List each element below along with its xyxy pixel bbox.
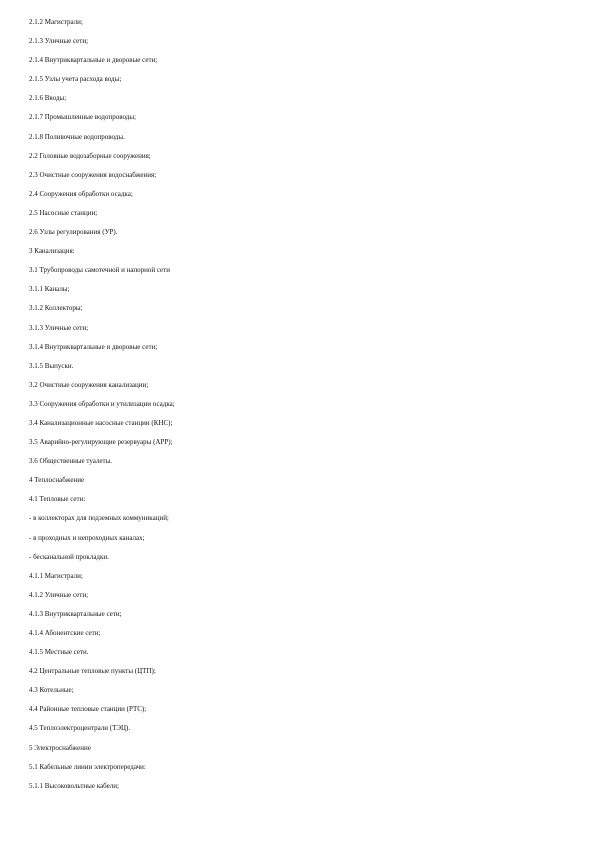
- document-line: 5 Электроснабжение: [29, 743, 91, 752]
- document-line: 4 Теплоснабжение: [29, 476, 85, 485]
- document-line: 3.1.2 Коллекторы;: [29, 304, 83, 313]
- document-line: 2.1.4 Внутриквартальные и дворовые сети;: [29, 56, 158, 65]
- document-line: 4.1 Тепловые сети:: [29, 495, 86, 504]
- document-line: 4.3 Котельные;: [29, 686, 74, 695]
- document-line: 3.3 Сооружения обработки и утилизации осадка;: [29, 399, 175, 408]
- document-line: 3.4 Канализационные насосные станции (КНС);: [29, 418, 173, 427]
- document-line: 3.1.5 Выпуски.: [29, 361, 74, 370]
- document-line: 2.1.8 Поливочные водопроводы.: [29, 132, 125, 141]
- document-line: 3.6 Общественные туалеты.: [29, 457, 113, 466]
- document-line: 2.1.2 Магистрали;: [29, 18, 83, 26]
- document-line: 3.1 Трубопроводы самотечной и напорной сети: [29, 266, 170, 275]
- document-line: 4.1.5 Местные сети.: [29, 648, 89, 657]
- document-line: 2.1.6 Вводы;: [29, 94, 67, 103]
- document-line: 3.1.3 Уличные сети;: [29, 323, 89, 332]
- document-line: 4.2 Центральные тепловые пункты (ЦТП);: [29, 667, 156, 676]
- document-line: - бесканальной прокладки.: [29, 552, 109, 561]
- document-line: 4.4 Районные тепловые станции (РТС);: [29, 705, 147, 714]
- document-line: 3.2 Очистные сооружения канализации;: [29, 380, 149, 389]
- document-line: 5.1 Кабельные линии электропередачи:: [29, 762, 146, 771]
- document-line: 2.2 Головные водозаборные сооружения;: [29, 151, 151, 160]
- document-line: 2.5 Насосные станции;: [29, 208, 98, 217]
- document-line: 3.1.4 Внутриквартальные и дворовые сети;: [29, 342, 158, 351]
- document-line: 4.1.1 Магистрали;: [29, 571, 83, 580]
- document-line: 2.1.7 Промышленные водопроводы;: [29, 113, 136, 122]
- document-line: 4.5 Теплоэлектроцентрали (ТЭЦ).: [29, 724, 131, 733]
- document-line: 5.1.1 Высоковольтные кабели;: [29, 781, 119, 790]
- document-line: 4.1.2 Уличные сети;: [29, 590, 89, 599]
- document-line: 3.5 Аварийно-регулирующие резервуары (АРР);: [29, 438, 173, 447]
- document-line: 2.4 Сооружения обработки осадка;: [29, 189, 133, 198]
- document-line: 3 Канализация:: [29, 247, 75, 256]
- document-line: 4.1.3 Внутриквартальные сети;: [29, 609, 122, 618]
- document-line: - в коллекторах для подземных коммуникаций;: [29, 514, 169, 523]
- document-line: 4.1.4 Абонентские сети;: [29, 629, 101, 637]
- document-line: 2.6 Узлы регулирования (УР).: [29, 228, 118, 237]
- document-line: 3.1.1 Каналы;: [29, 285, 70, 294]
- document-line: 2.1.5 Узлы учета расхода воды;: [29, 75, 122, 84]
- document-line: - в проходных и непроходных каналах;: [29, 533, 145, 542]
- document-lines: [29, 13, 569, 796]
- document-line: 2.1.3 Уличные сети;: [29, 37, 89, 46]
- document-line: 2.3 Очистные сооружения водоснабжения;: [29, 170, 157, 179]
